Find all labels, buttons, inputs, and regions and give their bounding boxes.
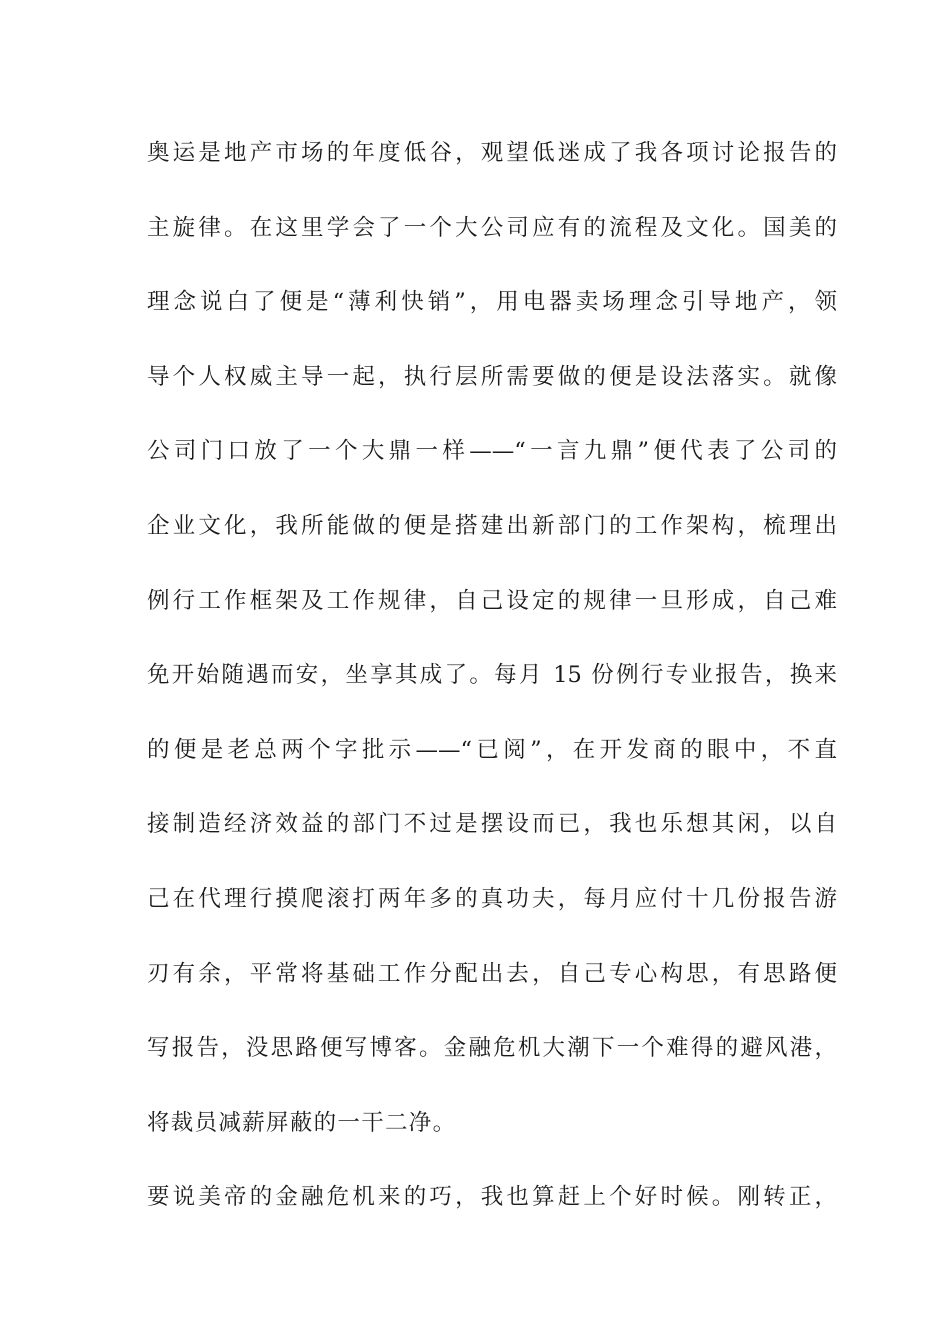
text-line: 的便是老总两个字批示——“已阅”，在开发商的眼中，不直 xyxy=(147,736,837,763)
text-line: 免开始随遇而安，坐享其成了。每月 15 份例行专业报告，换来 xyxy=(147,662,837,689)
text-line: 公司门口放了一个大鼎一样——“一言九鼎”便代表了公司的 xyxy=(147,438,837,465)
text-line: 刃有余，平常将基础工作分配出去，自己专心构思，有思路便 xyxy=(147,960,837,987)
text-line: 导个人权威主导一起，执行层所需要做的便是设法落实。就像 xyxy=(147,363,837,390)
text-line: 理念说白了便是“薄利快销”，用电器卖场理念引导地产，领 xyxy=(147,289,837,316)
text-line: 写报告，没思路便写博客。金融危机大潮下一个难得的避风港， xyxy=(147,1035,837,1062)
text-line: 企业文化，我所能做的便是搭建出新部门的工作架构，梳理出 xyxy=(147,512,837,539)
text-line: 要说美帝的金融危机来的巧，我也算赶上个好时候。刚转正， xyxy=(147,1184,837,1211)
text-line: 己在代理行摸爬滚打两年多的真功夫，每月应付十几份报告游 xyxy=(147,885,837,912)
text-line: 将裁员减薪屏蔽的一干二净。 xyxy=(147,1109,457,1136)
text-line: 主旋律。在这里学会了一个大公司应有的流程及文化。国美的 xyxy=(147,214,837,241)
text-line: 奥运是地产市场的年度低谷，观望低迷成了我各项讨论报告的 xyxy=(147,140,837,166)
text-line: 例行工作框架及工作规律，自己设定的规律一旦形成，自己难 xyxy=(147,587,837,614)
text-line: 接制造经济效益的部门不过是摆设而已，我也乐想其闲，以自 xyxy=(147,811,837,838)
body-text xyxy=(147,131,837,1250)
